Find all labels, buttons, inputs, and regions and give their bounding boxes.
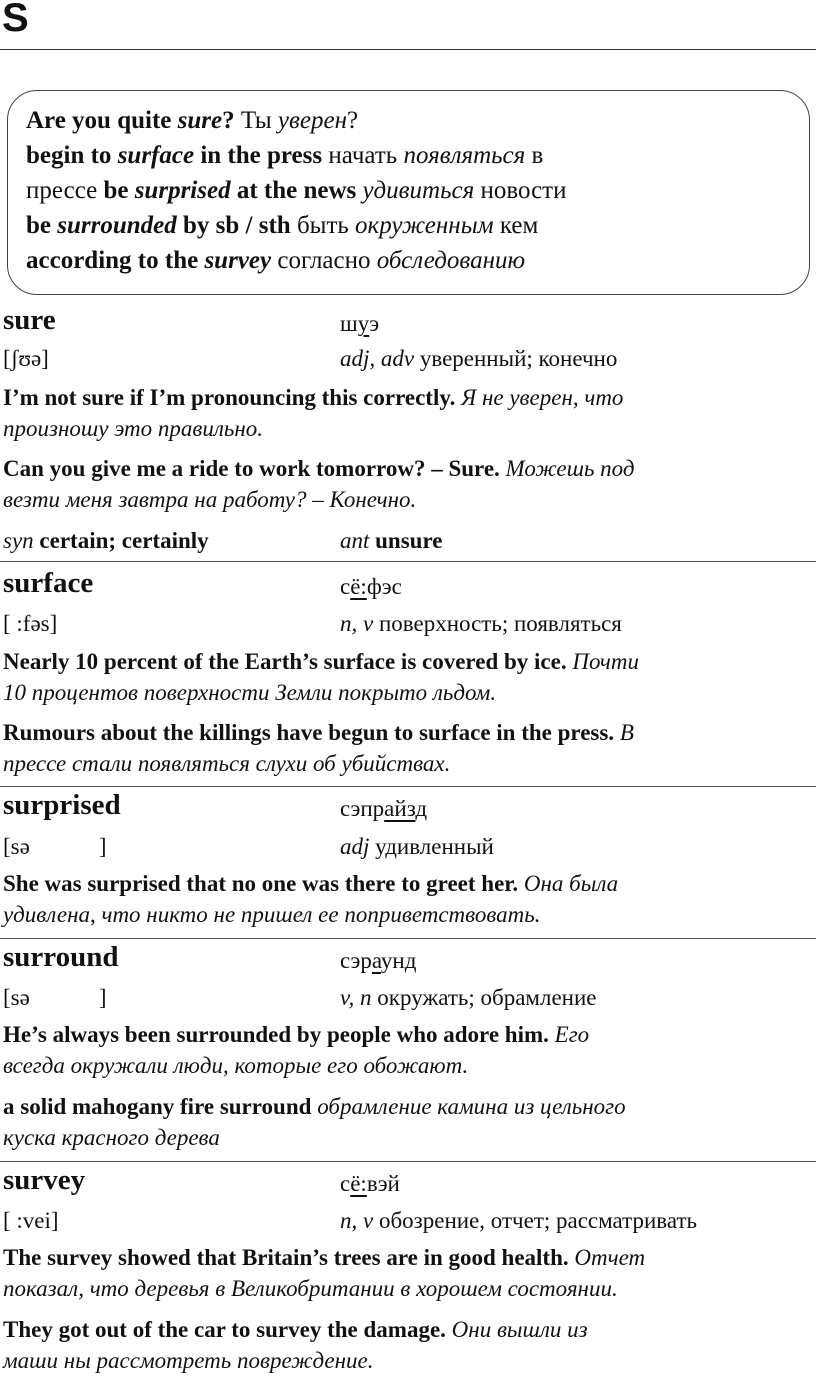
phrase-keyword: survey [204, 247, 272, 274]
example-survey-1: The survey showed that Britain’s trees are in good health. Отчет показал, что деревья в Великобритании в хорошем состоянии. [3, 1245, 646, 1301]
page-letter-heading: S [2, 0, 29, 40]
transcription-surface: [ :fəs] [3, 611, 58, 636]
pronunciation-surprised: сэпрайзд [340, 796, 428, 821]
pronunciation-sure: шуэ [340, 311, 380, 336]
phrase-list [26, 103, 799, 278]
headword-sure: sure [3, 304, 56, 336]
phrase-ru: прессе [26, 177, 104, 204]
transcription-surround: [sə ] [3, 985, 107, 1010]
phrase-ru: в [525, 142, 544, 169]
phrase-en: be [103, 177, 135, 204]
phrase-ru: начать [322, 142, 404, 169]
example-survey-2: They got out of the car to survey the damage. Они вышли из маши ны рассмотреть повреждение. [3, 1317, 588, 1373]
phrase-keyword: surprised [134, 177, 231, 204]
headword-surface: surface [3, 567, 94, 599]
phrase-ru: согласно [271, 247, 377, 274]
definition-surprised: adj удивленный [340, 834, 494, 859]
transcription-surprised: [sə ] [3, 834, 107, 859]
entry-divider [0, 1161, 816, 1162]
example-surround-2: a solid mahogany fire surround обрамление камина из цельного куска красного дерева [3, 1094, 626, 1150]
example-surround-1: He’s always been surrounded by people who adore him. Его всегда окружали люди, которые его обожают. [3, 1022, 590, 1078]
entry-divider [0, 938, 816, 939]
phrase-ru: Ты [234, 107, 278, 134]
phrase-line-2 [26, 138, 799, 173]
example-sure-1: I’m not sure if I’m pronouncing this correctly. Я не уверен, что произношу это правильно. [3, 385, 624, 441]
headword-surprised: surprised [3, 789, 121, 821]
pronunciation-surround: сэраунд [340, 948, 417, 973]
antonyms-sure: ant unsure [340, 528, 443, 553]
phrase-en: ? [222, 107, 235, 134]
phrase-line-3 [26, 173, 799, 208]
headword-surround: surround [3, 941, 119, 973]
entry-divider [0, 786, 816, 787]
phrase-keyword: sure [177, 107, 223, 134]
phrase-en: be [26, 212, 58, 239]
transcription-sure: [ʃʊə] [3, 346, 49, 371]
synonyms-sure: syn certain; certainly [3, 528, 209, 553]
phrase-ru-italic: обследованию [376, 247, 526, 274]
definition-surface: n, v поверхность; появляться [340, 611, 622, 636]
pronunciation-surface: сё:фэс [340, 574, 402, 599]
phrase-ru: кем [493, 212, 539, 239]
definition-survey: n, v обозрение, отчет; рассматривать [340, 1208, 697, 1233]
transcription-survey: [ :vei] [3, 1208, 59, 1233]
phrase-ru: новости [474, 177, 567, 204]
phrase-en: according to the [26, 247, 205, 274]
phrase-ru: ? [346, 107, 359, 134]
phrase-ru-italic: уверен [277, 107, 347, 134]
header-divider [0, 49, 816, 50]
example-surface-1: Nearly 10 percent of the Earth’s surface is covered by ice. Почти 10 процентов поверхности Земли покрыто льдом. [3, 649, 639, 705]
phrase-en: by sb / sth [176, 212, 291, 239]
headword-survey: survey [3, 1164, 86, 1196]
definition-surround: v, n окружать; обрамление [340, 985, 597, 1010]
entry-divider [0, 561, 816, 562]
phrase-line-1 [26, 103, 799, 138]
phrase-line-4 [26, 208, 799, 243]
phrase-ru-italic: появляться [403, 142, 526, 169]
phrase-en: in the press [194, 142, 323, 169]
pronunciation-survey: сё:вэй [340, 1171, 400, 1196]
example-surface-2: Rumours about the killings have begun to surface in the press. В прессе стали появляться слухи об убийствах. [3, 720, 634, 776]
phrase-en: at the news [230, 177, 357, 204]
phrase-en: begin to [26, 142, 118, 169]
phrase-line-5 [26, 243, 799, 278]
phrase-ru: быть [290, 212, 356, 239]
phrase-en: Are you quite [26, 107, 178, 134]
example-surprised-1: She was surprised that no one was there to greet her. Она была удивлена, что никто не пришел ее поприветствовать. [3, 871, 619, 927]
example-sure-2: Can you give me a ride to work tomorrow? – Sure. Можешь под везти меня завтра на работу? – Конечно. [3, 456, 635, 512]
phrase-ru-italic: окруженным [355, 212, 494, 239]
phrase-keyword: surrounded [57, 212, 177, 239]
phrase-keyword: surface [117, 142, 195, 169]
phrase-box [7, 90, 810, 295]
definition-sure: adj, adv уверенный; конечно [340, 346, 618, 371]
phrase-ru-italic: удивиться [356, 177, 475, 204]
